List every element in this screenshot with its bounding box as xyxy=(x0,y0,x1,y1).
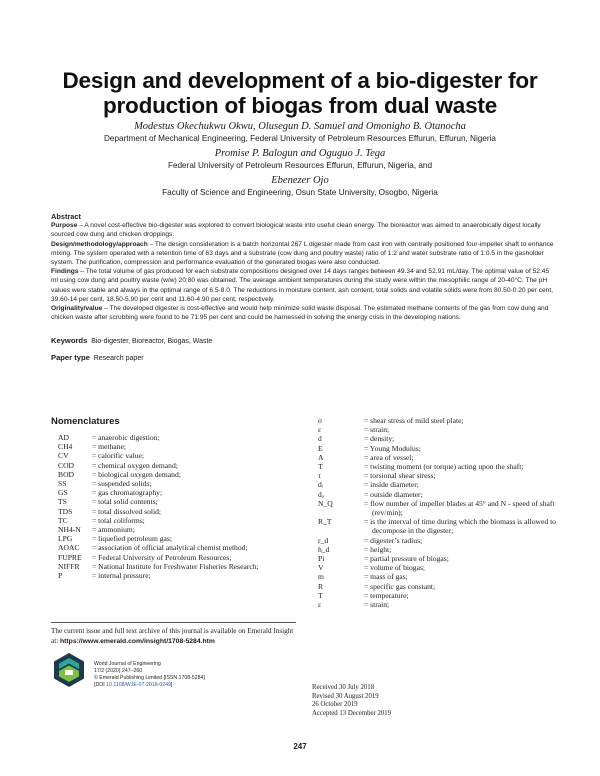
nomenclature-definition: = total coliforms; xyxy=(92,515,145,525)
nomenclature-symbol: FUPRE xyxy=(58,552,82,562)
nomenclature-row xyxy=(318,480,558,489)
nomenclature-definition: = Young Modulus; xyxy=(364,443,421,453)
findings-label: Findings xyxy=(51,268,79,276)
nomenclature-definition: = suspended solids; xyxy=(92,479,152,489)
nomenclature-right-column xyxy=(318,416,558,609)
nomenclature-definition: = specific gas constant; xyxy=(364,581,436,591)
originality-text: – The developed digester is cost-effective and would help minimize solid waste disposal. The estimated methane contents of the gas from cow dung and chicken waste after scrubbing were found to be 71.95 per cent and could be harnessed in solving the energy crisis in the developing nations. xyxy=(51,305,549,322)
date-revised-2: 26 October 2019 xyxy=(312,701,358,709)
nomenclature-symbol: dₒ xyxy=(318,489,324,499)
nomenclature-definition: = association of official analytical chemist method; xyxy=(92,543,248,553)
nomenclature-row xyxy=(58,470,308,479)
design-label: Design/methodology/approach xyxy=(51,240,148,248)
nomenclature-definition: = total dissolved solid; xyxy=(92,506,162,516)
nomenclature-definition: = total solid contents; xyxy=(92,497,158,507)
abstract-purpose xyxy=(51,221,557,239)
date-received: Received 30 July 2018 xyxy=(312,684,375,691)
nomenclature-symbol: m xyxy=(318,572,324,582)
nomenclature-definition: = methane; xyxy=(92,442,127,452)
nomenclature-symbol: SS xyxy=(58,479,67,489)
abstract-design xyxy=(51,240,557,268)
author-group-2: Promise P. Balogun and Oguguo J. Tega xyxy=(214,148,386,159)
nomenclature-definition: = anaerobic digestion; xyxy=(92,433,160,442)
findings-text: – The total volume of gas produced for each substrate compositions designed over 14 days ranges between 49.34 and 52.91 mL/day. The optimal value of 52.45 ml using cow dung and poultry waste (w/w) 20:80 was obtained. The average ambient temperatures during the study were within the mesophilic range of 20-40°C. The pH values were stable and always in the optimal range of 6.5-8.0. The reductions in moisture content, ash content, total solids and volatile solids were from 80.50-0.20 per cent, 39.60-14 per cent, 18.50-5.90 per cent and 11.60-4.90 per cent, respectively. xyxy=(51,268,554,303)
journal-name: World Journal of Engineering xyxy=(94,661,161,667)
nomenclature-symbol: τ xyxy=(318,471,322,481)
nomenclature-definition: = is the interval of time during which the biomass is allowed to decompose in the digester; xyxy=(364,517,556,536)
nomenclature-row xyxy=(58,451,308,460)
article-dates xyxy=(312,684,391,718)
nomenclature-definition: = flow number of impeller blades at 45° and N - speed of shaft (rev/min); xyxy=(364,498,555,518)
journal-doi xyxy=(94,682,205,689)
nomenclature-symbol: TC xyxy=(58,515,68,525)
author-group-1: Modestus Okechukwu Okwu, Olusegun D. Samuel and Omonigho B. Otanocha xyxy=(134,121,466,132)
nomenclature-row xyxy=(318,471,558,480)
date-accepted: Accepted 13 December 2019 xyxy=(312,709,392,717)
abstract-heading: Abstract xyxy=(51,212,81,221)
nomenclature-definition: = ammonium; xyxy=(92,525,135,535)
nomenclature-symbol: r_d xyxy=(318,535,329,545)
nomenclature-symbol: Pi xyxy=(318,554,325,564)
nomenclature-symbol: E xyxy=(318,443,323,453)
nomenclature-definition: = Federal University of Petroleum Resources; xyxy=(92,552,232,562)
nomenclature-row xyxy=(318,453,558,462)
journal-publisher: © Emerald Publishing Limited [ISSN 1708-5284] xyxy=(94,675,205,681)
nomenclature-definition: = internal pressure; xyxy=(92,571,151,581)
article-title: Design and development of a bio-digester for production of biogas from dual waste xyxy=(62,68,538,118)
nomenclature-definition: = mass of gas; xyxy=(364,572,408,582)
keywords-value: Bio-digester, Bioreactor, Biogas, Waste xyxy=(91,338,213,345)
nomenclature-row xyxy=(318,434,558,443)
page-number: 247 xyxy=(293,742,307,751)
nomenclature-row xyxy=(58,479,308,488)
purpose-label: Purpose xyxy=(51,222,78,230)
nomenclature-symbol: h_d xyxy=(318,544,330,554)
affiliation-2: Federal University of Petroleum Resources Effurun, Effurun, Nigeria, and xyxy=(167,161,433,170)
archive-note xyxy=(51,622,296,646)
nomenclature-symbol: COD xyxy=(58,460,75,470)
nomenclature-left-column xyxy=(58,433,308,580)
nomenclature-definition: = biological oxygen demand; xyxy=(92,469,181,479)
keywords-label: Keywords xyxy=(51,336,88,345)
nomenclature-row xyxy=(318,536,558,545)
nomenclature-symbol: N_Q xyxy=(318,498,333,508)
journal-volume: 17/2 (2020) 247–260 xyxy=(94,668,143,674)
nomenclature-definition: = outside diameter; xyxy=(364,489,423,499)
nomenclature-row xyxy=(58,525,308,534)
nomenclature-symbol: NH4-N xyxy=(58,525,81,535)
nomenclature-row xyxy=(318,517,558,535)
keywords xyxy=(51,336,212,345)
nomenclature-definition: = temperature; xyxy=(364,590,409,600)
nomenclature-row xyxy=(58,442,308,451)
nomenclature-symbol: TDS xyxy=(58,506,73,516)
nomenclature-row xyxy=(318,499,558,517)
nomenclature-row xyxy=(58,571,308,580)
design-text: – The design consideration is a batch horizontal 267 L digester made from cast iron with centrally positioned four-impeller shaft to enhance mixing. The system operated with a retention time of 63 days and a substrate (cow dung and poultry waste) ratio of 1:2 and water substrate ratio of 1:0.5 in the gasholder system. The purification, compression and performance evaluation of the generated biogas were also conducted. xyxy=(51,240,554,267)
nomenclature-row xyxy=(318,490,558,499)
nomenclature-symbol: P xyxy=(58,571,63,581)
nomenclature-symbol: ε xyxy=(318,600,322,610)
nomenclature-symbol: CH4 xyxy=(58,442,73,452)
nomenclature-definition: = shear stress of mild steel plate; xyxy=(364,416,464,425)
nomenclature-row xyxy=(318,554,558,563)
nomenclature-row xyxy=(58,562,308,571)
nomenclature-row xyxy=(58,543,308,552)
doi-prefix: [DOI xyxy=(94,682,107,688)
nomenclature-symbol: BOD xyxy=(58,469,75,479)
nomenclature-definition: = chemical oxygen demand; xyxy=(92,460,178,470)
nomenclature-row xyxy=(58,461,308,470)
nomenclature-symbol: σ xyxy=(318,416,323,425)
nomenclature-symbol: d xyxy=(318,434,322,444)
nomenclature-symbol: R xyxy=(318,581,324,591)
archive-note-text: The current issue and full text archive of this journal is available on Emerald Insight at: xyxy=(51,627,294,645)
nomenclature-row xyxy=(318,582,558,591)
nomenclature-symbol: T xyxy=(318,590,323,600)
nomenclature-definition: = area of vessel; xyxy=(364,452,414,462)
nomenclature-definition: = digester’s radius; xyxy=(364,535,423,545)
nomenclature-symbol: T xyxy=(318,462,323,472)
paper-type xyxy=(51,353,144,362)
abstract xyxy=(51,212,557,322)
nomenclature-definition: = volume of biogas; xyxy=(364,563,426,573)
journal-info xyxy=(94,661,205,689)
nomenclature-symbol: A xyxy=(318,452,324,462)
abstract-originality xyxy=(51,304,557,322)
nomenclature-row xyxy=(58,507,308,516)
nomenclature-symbol: CV xyxy=(58,451,69,461)
archive-url-link[interactable]: https://www.emerald.com/insight/1708-5284.htm xyxy=(59,637,215,645)
nomenclature-symbol: GS xyxy=(58,488,68,498)
nomenclature-definition: = calorific value; xyxy=(92,451,144,461)
nomenclature-definition: = inside diameter; xyxy=(364,480,419,490)
nomenclature-symbol: ε xyxy=(318,425,322,435)
nomenclature-row xyxy=(318,545,558,554)
nomenclature-row xyxy=(318,462,558,471)
doi-suffix: ] xyxy=(170,682,173,688)
nomenclature-definition: = density; xyxy=(364,434,395,444)
author-group-3: Ebenezer Ojo xyxy=(271,175,329,186)
purpose-text: – A novel cost-effective bio-digester was explored to convert biological waste into useful clean energy. The bioreactor was aimed to anaerobically digest locally sourced cow dung and chicken droppings. xyxy=(51,222,541,239)
nomenclature-definition: = twisting moment (or torque) acting upon the shaft; xyxy=(364,462,524,472)
nomenclature-row xyxy=(58,553,308,562)
doi-link[interactable]: 10.1108/WJE-07-2018-0249 xyxy=(106,682,171,688)
nomenclature-row xyxy=(318,572,558,581)
affiliation-1: Department of Mechanical Engineering, Federal University of Petroleum Resources Effurun, Effurun, Nigeria xyxy=(104,134,496,143)
nomenclature-row xyxy=(58,534,308,543)
nomenclature-row xyxy=(58,433,308,442)
nomenclature-row xyxy=(58,497,308,506)
nomenclature-definition: = gas chromatography; xyxy=(92,488,163,498)
authors-block xyxy=(40,120,560,201)
abstract-findings xyxy=(51,267,557,304)
originality-label: Originality/value xyxy=(51,305,103,313)
nomenclature-symbol: TS xyxy=(58,497,67,507)
nomenclature-definition: = torsional shear stress; xyxy=(364,471,436,481)
nomenclature-definition: = strain; xyxy=(364,600,390,610)
nomenclature-symbol: V xyxy=(318,563,324,573)
affiliation-3: Faculty of Science and Engineering, Osun State University, Osogbo, Nigeria xyxy=(162,188,438,197)
nomenclature-symbol: LPG xyxy=(58,534,73,544)
nomenclature-definition: = strain; xyxy=(364,425,390,435)
nomenclature-definition: = height; xyxy=(364,544,392,554)
nomenclature-symbol: AOAC xyxy=(58,543,80,553)
nomenclature-row xyxy=(318,591,558,600)
paper-type-label: Paper type xyxy=(51,353,90,362)
nomenclature-row xyxy=(318,563,558,572)
emerald-logo-icon xyxy=(51,652,87,688)
nomenclature-row xyxy=(318,444,558,453)
nomenclature-row xyxy=(318,416,558,425)
nomenclature-title: Nomenclatures xyxy=(51,416,120,427)
nomenclature-symbol: AD xyxy=(58,433,69,442)
nomenclature-symbol: R_T xyxy=(318,517,332,527)
nomenclature-row xyxy=(318,425,558,434)
nomenclature-definition: = liquefied petroleum gas; xyxy=(92,534,172,544)
date-revised-1: Revised 30 August 2019 xyxy=(312,692,379,700)
nomenclature-row xyxy=(58,488,308,497)
nomenclature-row xyxy=(318,600,558,609)
nomenclature-definition: = partial pressure of biogas; xyxy=(364,554,449,564)
nomenclature-row xyxy=(58,516,308,525)
nomenclature-symbol: NIFFR xyxy=(58,561,80,571)
nomenclature-definition: = National Institute for Freshwater Fisheries Research; xyxy=(92,561,259,571)
paper-type-value: Research paper xyxy=(93,355,144,362)
nomenclature-symbol: dᵢ xyxy=(318,480,324,490)
